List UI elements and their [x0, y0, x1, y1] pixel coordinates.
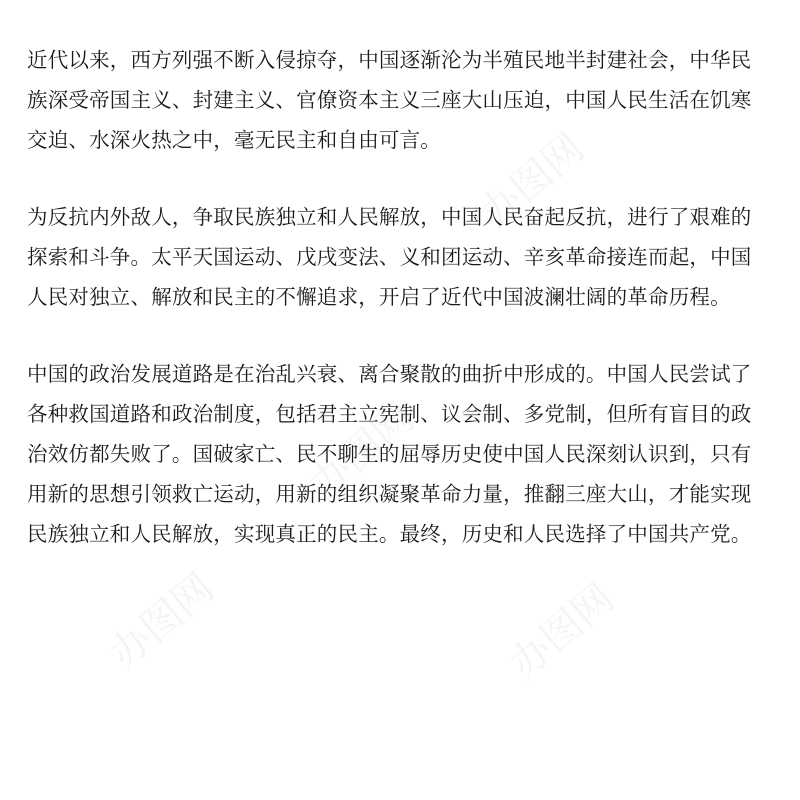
text-line: 近代以来，西方列强不断入侵掠夺，中国逐渐沦为半殖民地半封建社会，中华民	[27, 48, 752, 72]
watermark	[496, 568, 625, 689]
text-line: 探索和斗争。太平天国运动、戊戌变法、义和团运动、辛亥革命接连而起，中国	[27, 245, 752, 269]
paragraph-2	[27, 197, 777, 317]
paragraph-1	[27, 40, 777, 160]
document-body	[27, 40, 777, 554]
text-line: 族深受帝国主义、封建主义、官僚资本主义三座大山压迫，中国人民生活在饥寒	[27, 88, 752, 112]
text-line: 用新的思想引领救亡运动，用新的组织凝聚革命力量，推翻三座大山，才能实现	[27, 482, 752, 506]
text-line: 各种救国道路和政治制度，包括君主立宪制、议会制、多党制，但所有盲目的政	[27, 402, 752, 426]
text-line: 交迫、水深火热之中，毫无民主和自由可言。	[27, 128, 441, 152]
text-line: 治效仿都失败了。国破家亡、民不聊生的屈辱历史使中国人民深刻认识到，只有	[27, 442, 752, 466]
text-line: 人民对独立、解放和民主的不懈追求，开启了近代中国波澜壮阔的革命历程。	[27, 285, 731, 309]
text-line: 民族独立和人民解放，实现真正的民主。最终，历史和人民选择了中国共产党。	[27, 522, 752, 546]
text-line: 为反抗内外敌人，争取民族独立和人民解放，中国人民奋起反抗，进行了艰难的	[27, 205, 752, 229]
text-line: 中国的政治发展道路是在治乱兴衰、离合聚散的曲折中形成的。中国人民尝试了	[27, 362, 752, 386]
paragraph-3	[27, 354, 777, 554]
watermark	[96, 558, 225, 679]
